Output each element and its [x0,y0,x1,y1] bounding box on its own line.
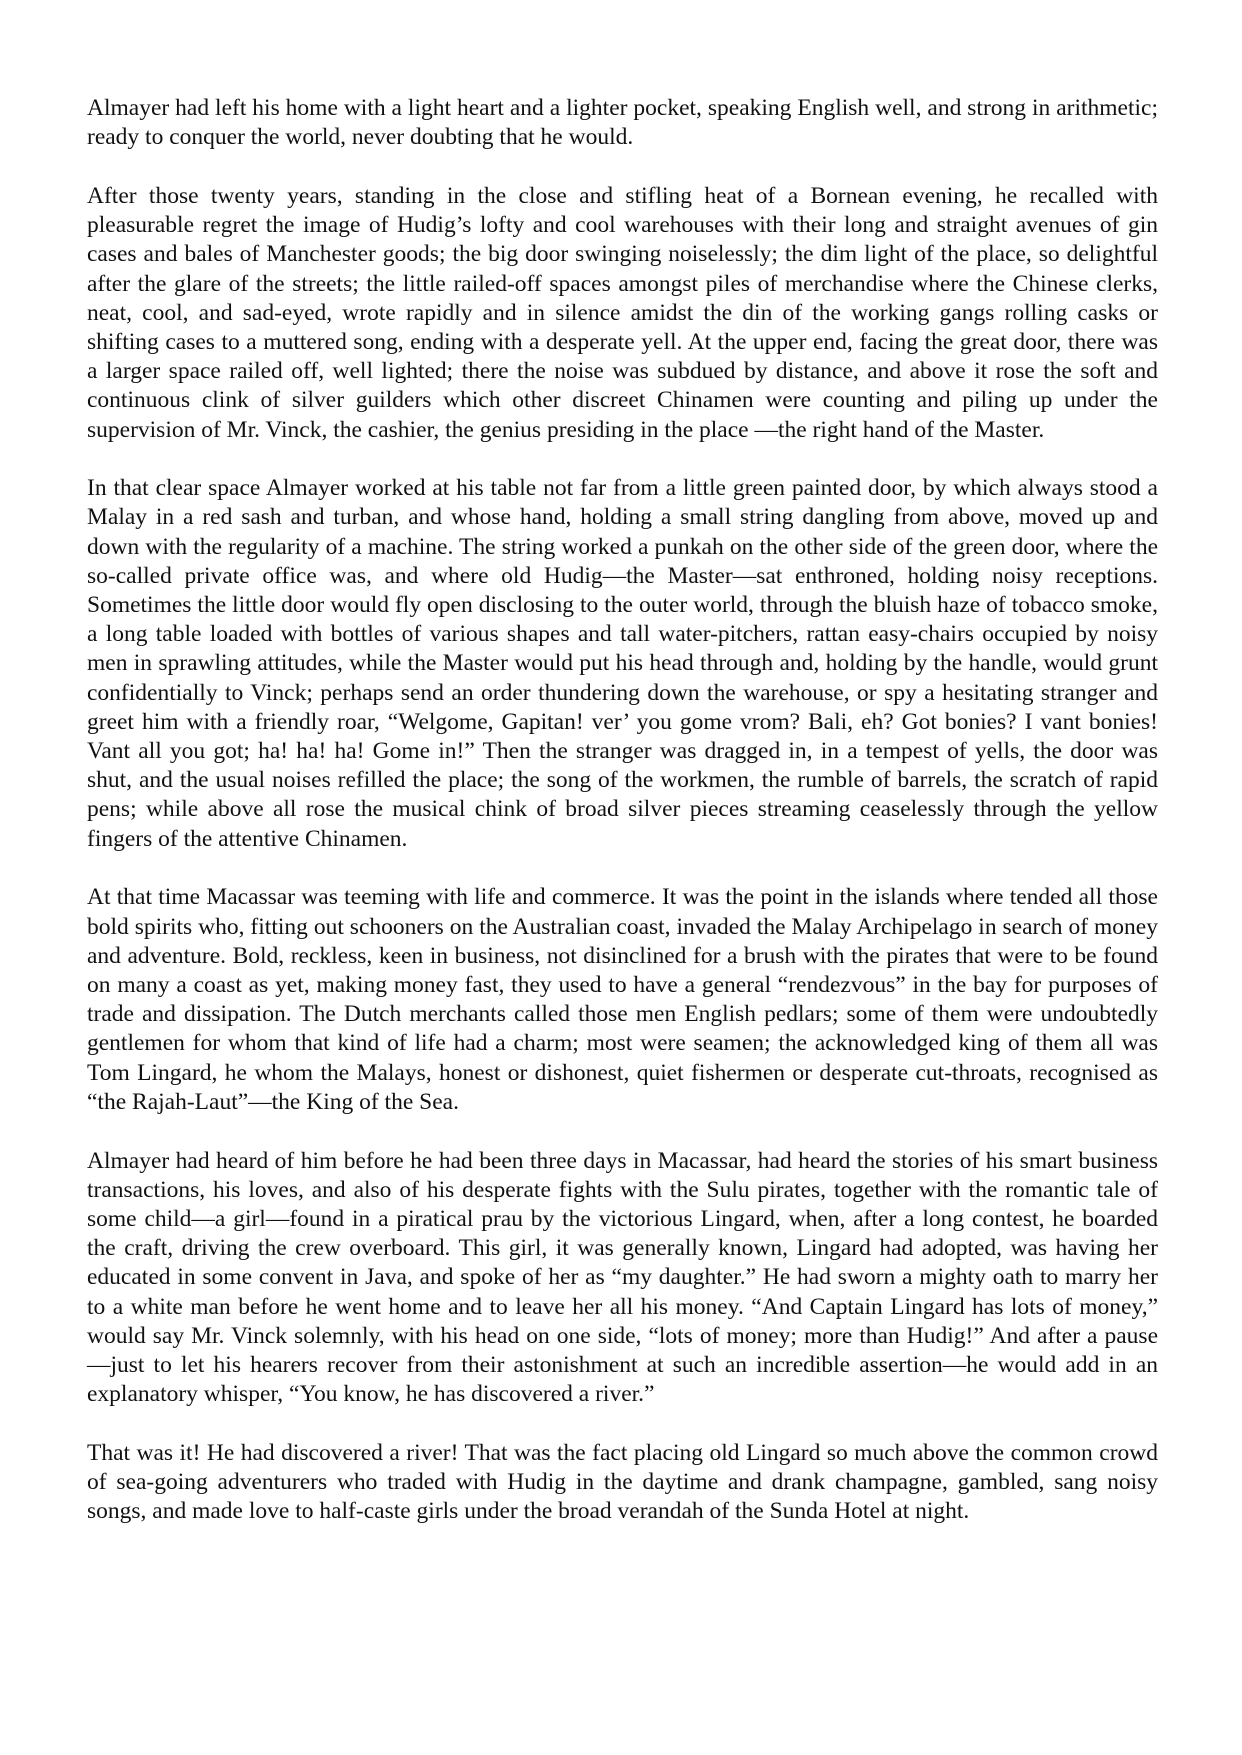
paragraph-1: Almayer had left his home with a light heart and a lighter pocket, speaking English well, and strong in arithmetic; ready to conquer the world, never doubting that he would. [87,95,1158,151]
paragraph-6: That was it! He had discovered a river! That was the fact placing old Lingard so much above the common crowd of sea-going adventurers who traded with Hudig in the daytime and drank champagne, gambled, sang noisy songs, and made love to half-caste girls under the broad verandah of the Sunda Hotel at night. [87,1439,1158,1525]
paragraph-4: At that time Macassar was teeming with life and commerce. It was the point in the islands where tended all those bold spirits who, fitting out schooners on the Australian coast, invaded the Malay Archipelago in search of money and adventure. Bold, reckless, keen in business, not disinclined for a brush with the pirates that were to be found on many a coast as yet, making money fast, they used to have a general “rendezvous” in the bay for purposes of trade and dissipation. The Dutch merchants called those men English pedlars; some of them were undoubtedly gentlemen for whom that kind of life had a charm; most were seamen; the acknowledged king of them all was Tom Lingard, he whom the Malays, honest or dishonest, quiet fishermen or desperate cut-throats, recognised as “the Rajah-Laut”—the King of the Sea. [87,884,1158,1115]
paragraph-2: After those twenty years, standing in the close and stifling heat of a Bornean evening, he recalled with pleasurable regret the image of Hudig’s lofty and cool warehouses with their long and straight avenues of gin cases and bales of Manchester goods; the big door swinging noiselessly; the dim light of the place, so delightful after the glare of the streets; the little railed-off spaces amongst piles of merchandise where the Chinese clerks, neat, cool, and sad-eyed, wrote rapidly and in silence amidst the din of the working gangs rolling casks or shifting cases to a muttered song, ending with a desperate yell. At the upper end, facing the great door, there was a larger space railed off, well lighted; there the noise was subdued by distance, and above it rose the soft and continuous clink of silver guilders which other discreet Chinamen were counting and piling up under the supervision of Mr. Vinck, the cashier, the genius presiding in the place —the right hand of the Master. [87,182,1158,443]
paragraph-5: Almayer had heard of him before he had been three days in Macassar, had heard the stories of his smart business transactions, his loves, and also of his desperate fights with the Sulu pirates, together with the romantic tale of some child—a girl—found in a piratical prau by the victorious Lingard, when, after a long contest, he boarded the craft, driving the crew overboard. This girl, it was generally known, Lingard had adopted, was having her educated in some convent in Java, and spoke of her as “my daughter.” He had sworn a mighty oath to marry her to a white man before he went home and to leave her all his money. “And Captain Lingard has lots of money,” would say Mr. Vinck solemnly, with his head on one side, “lots of money; more than Hudig!” And after a pause—just to let his hearers recover from their astonishment at such an incredible assertion—he would add in an explanatory whisper, “You know, he has discovered a river.” [87,1147,1158,1408]
paragraph-3: In that clear space Almayer worked at his table not far from a little green painted door, by which always stood a Malay in a red sash and turban, and whose hand, holding a small string dangling from above, moved up and down with the regularity of a machine. The string worked a punkah on the other side of the green door, where the so-called private office was, and where old Hudig—the Master—sat enthroned, holding noisy receptions. Sometimes the little door would fly open disclosing to the outer world, through the bluish haze of tobacco smoke, a long table loaded with bottles of various shapes and tall water-pitchers, rattan easy-chairs occupied by noisy men in sprawling attitudes, while the Master would put his head through and, holding by the handle, would grunt confidentially to Vinck; perhaps send an order thundering down the warehouse, or spy a hesitating stranger and greet him with a friendly roar, “Welgome, Gapitan! ver’ you gome vrom? Bali, eh? Got bonies? I vant bonies! Vant all you got; ha! ha! ha! Gome in!” Then the stranger was dragged in, in a tempest of yells, the door was shut, and the usual noises refilled the place; the song of the workmen, the rumble of barrels, the scratch of rapid pens; while above all rose the musical chink of broad silver pieces streaming ceaselessly through the yellow fingers of the attentive Chinamen. [87,475,1158,852]
body-text [87,94,1158,1556]
